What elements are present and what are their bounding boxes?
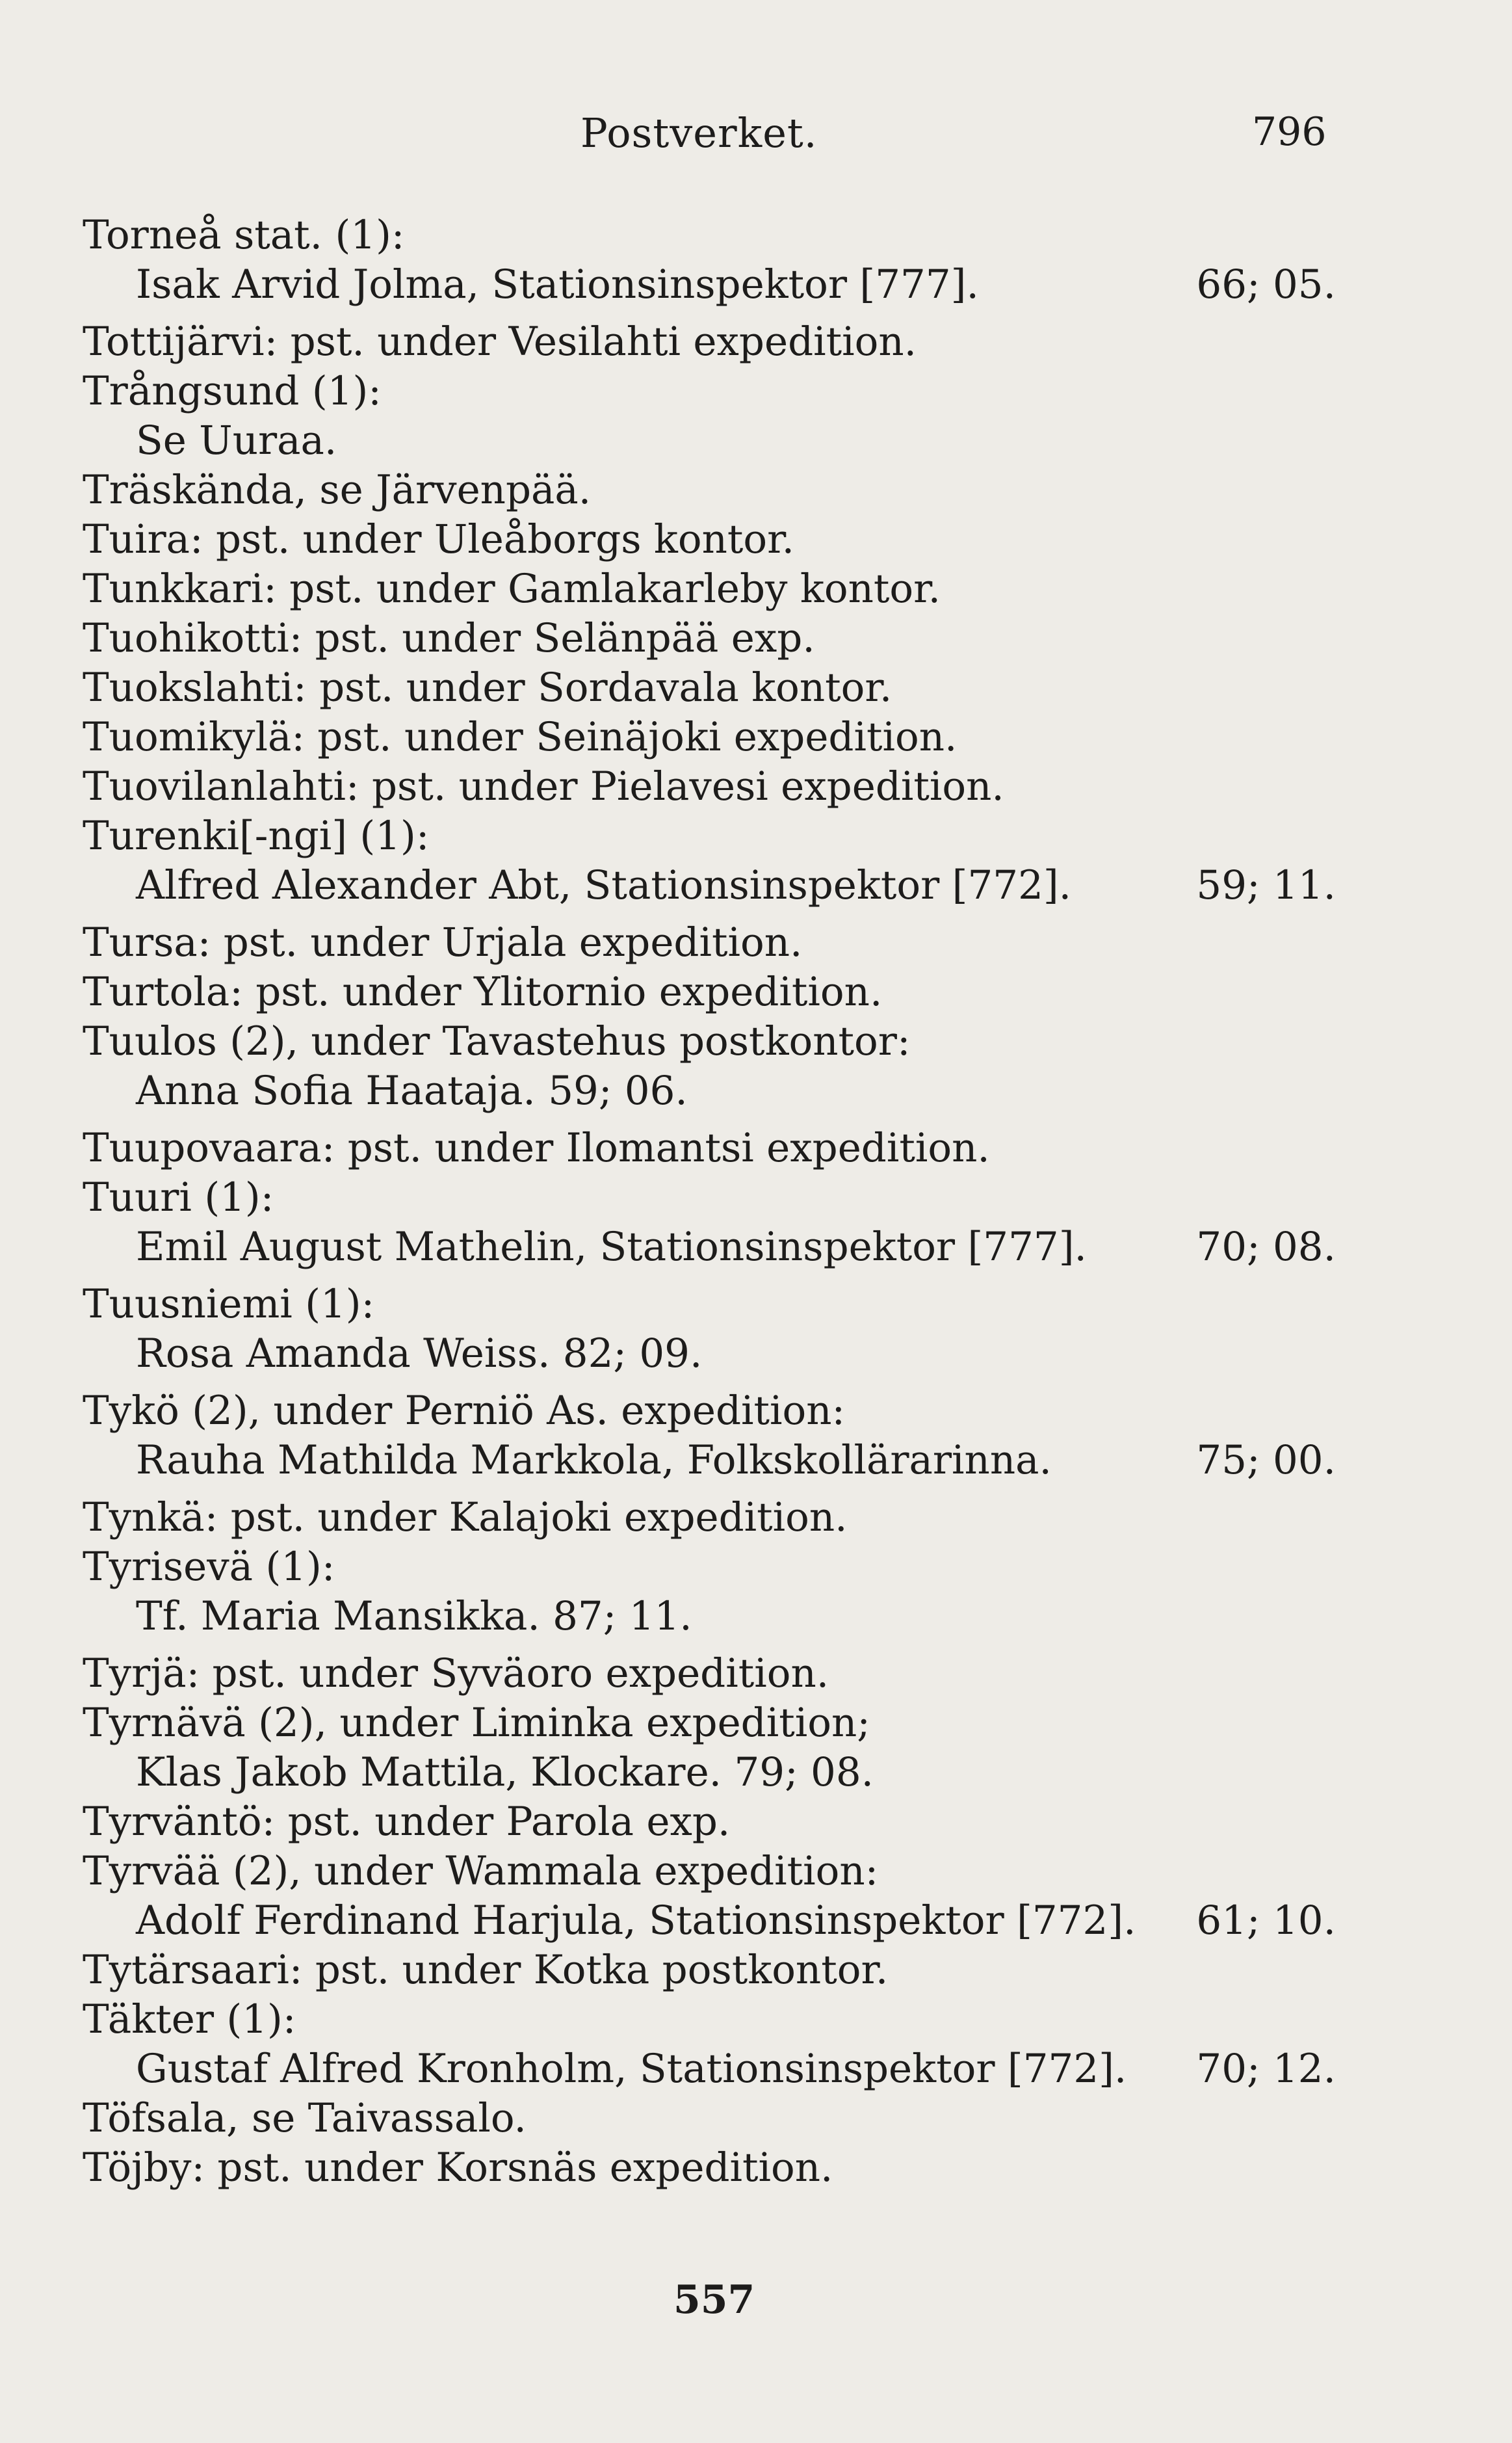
entry-dates: 59; 11. [1196,862,1336,908]
entry-detail-line [83,1896,1383,1946]
entry-heading-line [83,367,1383,416]
entry-heading-line [83,1797,1383,1847]
entry-heading-line [83,663,1383,713]
entry-dates: 61; 10. [1196,1897,1336,1944]
entry-list [83,211,1383,2193]
entry-text: Isak Arvid Jolma, Stationsinspektor [777]. [136,261,979,308]
running-head [0,109,1512,168]
entry-detail-line [83,2044,1383,2094]
entry-heading-line [83,1995,1383,2044]
entry-heading-line [83,2094,1383,2143]
running-title: Postverket. [580,109,818,157]
entry-heading-line [83,1493,1383,1542]
entry-heading-line [83,1124,1383,1173]
entry-text: Tuupovaara: pst. under Ilomantsi expedition. [83,1125,990,1171]
entry-text: Rosa Amanda Weiss. 82; 09. [136,1330,703,1377]
entry-heading-line [83,762,1383,812]
entry-text: Tynkä: pst. under Kalajoki expedition. [83,1494,848,1540]
entry-heading-line [83,968,1383,1017]
entry-heading-line [83,1542,1383,1592]
entry-detail-line [83,1592,1383,1641]
entry-heading-line [83,1280,1383,1329]
entry-dates: 70; 12. [1196,2046,1336,2092]
entry-text: Turenki[-ngi] (1): [83,813,430,859]
entry-heading-line [83,2143,1383,2193]
entry-heading-line [83,211,1383,260]
page-number-top: 796 [1252,109,1327,155]
entry-dates: 70; 08. [1196,1224,1336,1270]
page-number-bottom: 557 [673,2277,755,2323]
entry-text: Gustaf Alfred Kronholm, Stationsinspektor [772]. [136,2046,1127,2092]
entry-text: Tyrvää (2), under Wammala expedition: [83,1848,879,1894]
entry-heading-line [83,515,1383,564]
entry-text: Tuira: pst. under Uleåborgs kontor. [83,516,794,562]
entry-text: Tuomikylä: pst. under Seinäjoki expedition. [83,714,958,760]
entry-heading-line [83,812,1383,861]
entry-heading-line [83,1173,1383,1222]
entry-text: Töjby: pst. under Korsnäs expedition. [83,2145,833,2191]
entry-dates: 66; 05. [1196,261,1336,308]
entry-detail-line [83,260,1383,310]
entry-heading-line [83,1847,1383,1896]
entry-text: Tyrväntö: pst. under Parola exp. [83,1799,731,1845]
entry-text: Klas Jakob Mattila, Klockare. 79; 08. [136,1749,874,1795]
entry-heading-line [83,1946,1383,1995]
entry-text: Trångsund (1): [83,368,382,414]
entry-text: Tyrnävä (2), under Liminka expedition; [83,1700,870,1746]
entry-heading-line [83,614,1383,663]
entry-text: Rauha Mathilda Markkola, Folkskollärarinna. [136,1437,1052,1483]
entry-heading-line [83,918,1383,968]
entry-text: Tytärsaari: pst. under Kotka postkontor. [83,1947,889,1993]
entry-text: Tuovilanlahti: pst. under Pielavesi expedition. [83,763,1004,810]
entry-heading-line [83,1698,1383,1748]
entry-heading-line [83,713,1383,762]
entry-detail-line [83,1436,1383,1485]
entry-heading-line [83,564,1383,614]
entry-text: Träskända, se Järvenpää. [83,467,592,513]
entry-text: Emil August Mathelin, Stationsinspektor [777]. [136,1224,1087,1270]
entry-heading-line [83,466,1383,515]
entry-heading-line [83,1017,1383,1066]
entry-text: Töfsala, se Taivassalo. [83,2095,527,2141]
entry-text: Tuulos (2), under Tavastehus postkontor: [83,1018,911,1064]
entry-text: Tuohikotti: pst. under Selänpää exp. [83,615,815,661]
entry-text: Tunkkari: pst. under Gamlakarleby kontor. [83,566,941,612]
entry-text: Se Uuraa. [136,417,337,464]
entry-text: Tottijärvi: pst. under Vesilahti expedition. [83,319,917,365]
entry-text: Anna Sofia Haataja. 59; 06. [136,1068,688,1114]
entry-detail-line [83,1748,1383,1797]
entry-text: Alfred Alexander Abt, Stationsinspektor [772]. [136,862,1072,908]
entry-detail-line [83,416,1383,466]
entry-detail-line [83,1222,1383,1272]
entry-text: Tyrisevä (1): [83,1544,335,1590]
entry-text: Täkter (1): [83,1996,296,2042]
entry-detail-line [83,1066,1383,1116]
entry-dates: 75; 00. [1196,1437,1336,1483]
entry-text: Tuusniemi (1): [83,1281,375,1327]
entry-heading-line [83,317,1383,367]
entry-text: Tursa: pst. under Urjala expedition. [83,919,803,966]
entry-text: Tyrjä: pst. under Syväoro expedition. [83,1650,829,1697]
entry-text: Torneå stat. (1): [83,212,405,258]
entry-text: Turtola: pst. under Ylitornio expedition. [83,969,883,1015]
entry-heading-line [83,1386,1383,1436]
entry-text: Tuokslahti: pst. under Sordavala kontor. [83,665,893,711]
entry-text: Adolf Ferdinand Harjula, Stationsinspektor [772]. [136,1897,1136,1944]
entry-heading-line [83,1649,1383,1698]
entry-detail-line [83,1329,1383,1379]
entry-detail-line [83,861,1383,910]
entry-text: Tykö (2), under Perniö As. expedition: [83,1388,846,1434]
entry-text: Tuuri (1): [83,1174,274,1221]
entry-text: Tf. Maria Mansikka. 87; 11. [136,1593,692,1639]
